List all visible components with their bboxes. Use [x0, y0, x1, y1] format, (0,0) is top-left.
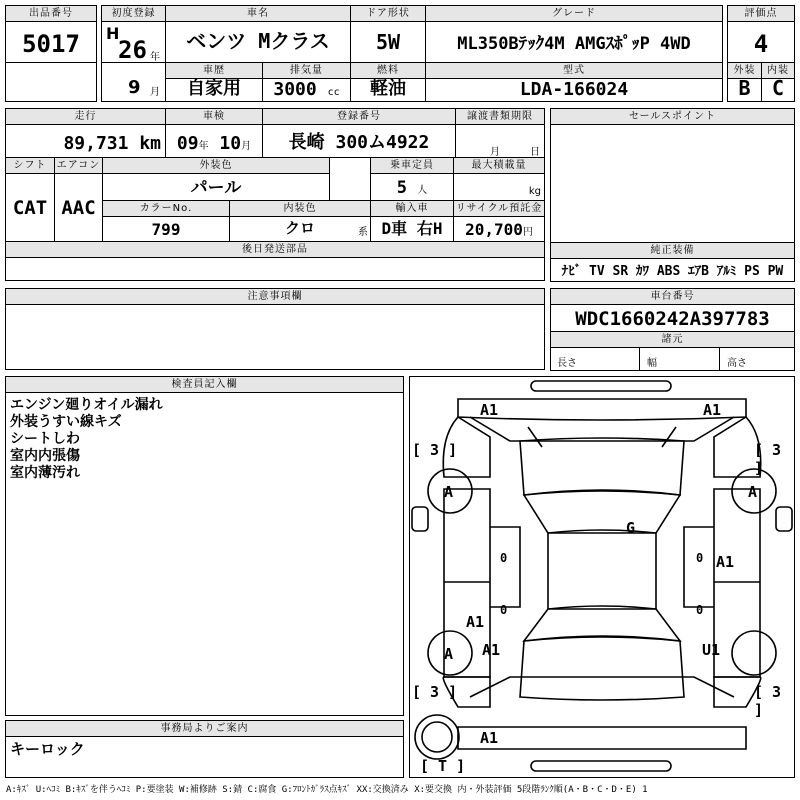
score: 4	[753, 30, 769, 58]
blank-cell	[5, 62, 97, 102]
mileage: 89,731	[63, 133, 129, 154]
capacity-unit: 人	[417, 185, 428, 196]
spec-divider	[639, 347, 640, 371]
shift: CAT	[12, 197, 48, 219]
mileage-cell	[5, 108, 166, 158]
max-load-label: 最大積載量	[454, 158, 544, 174]
transfer-month-unit: 月	[490, 147, 500, 158]
office-box	[5, 720, 404, 778]
max-load-cell	[453, 157, 545, 201]
inspection-cell	[165, 108, 263, 158]
car-name-cell	[165, 5, 351, 63]
era: H	[106, 24, 120, 43]
plate-label: 登録番号	[263, 109, 455, 125]
inspection-label: 車検	[166, 109, 262, 125]
door-cell	[350, 5, 426, 63]
damage-mark: A1	[480, 401, 499, 419]
grade-cell	[425, 5, 723, 63]
max-load-unit: kg	[528, 186, 541, 197]
lot-number: 5017	[22, 30, 80, 58]
mileage-label: 走行	[6, 109, 165, 125]
damage-mark: U1	[702, 641, 721, 659]
damage-mark: A1	[703, 401, 722, 419]
import-type: D車	[381, 219, 408, 238]
displacement-wrap	[263, 79, 350, 100]
year-unit: 年	[150, 52, 160, 63]
handle-side: 右H	[416, 219, 443, 238]
import-cell	[370, 200, 454, 242]
damage-mark: [ T ]	[420, 757, 466, 775]
mileage-wrap	[6, 133, 165, 154]
import-wrap	[371, 216, 453, 239]
fuel-cell	[350, 62, 426, 102]
displacement-unit: cc	[327, 87, 340, 98]
caution-label: 注意事項欄	[6, 289, 544, 305]
exterior-grade-cell	[727, 62, 762, 102]
exterior-grade: B	[738, 76, 751, 100]
int-color-cell	[229, 200, 371, 242]
equipment: ﾅﾋﾞ TV SR ｶﾜ ABS ｴｱB ｱﾙﾐ PS PW	[561, 264, 784, 279]
damage-mark: G	[626, 519, 636, 537]
damage-mark: [ 3 ]	[754, 683, 782, 719]
damage-mark: 0	[500, 603, 508, 617]
capacity-wrap	[371, 178, 453, 198]
fuel-label: 燃料	[351, 63, 425, 79]
ext-color: パール	[190, 178, 242, 198]
interior-grade: C	[771, 76, 785, 100]
car-name-label: 車名	[166, 6, 350, 22]
first-registration-cell	[101, 5, 166, 63]
color-no-cell	[102, 200, 230, 242]
specs-label: 諸元	[551, 332, 794, 348]
ext-color-cell	[102, 157, 330, 201]
inspection-wrap	[166, 133, 262, 154]
interior-grade-label: 内装	[762, 63, 794, 79]
damage-mark: 0	[696, 603, 704, 617]
transfer-day-unit: 日	[530, 147, 540, 158]
recycle-label: リサイクル預託金	[454, 201, 544, 217]
later-parts-label: 後日発送部品	[6, 242, 544, 258]
aircon-cell	[54, 157, 103, 242]
grade-label: グレード	[426, 6, 722, 22]
spec-length-label: 長さ	[557, 358, 577, 369]
legend: A:ｷｽﾞ U:ﾍｺﾐ B:ｷｽﾞを伴うﾍｺﾐ P:要塗装 W:補修跡 S:錆 C:腐食 G:ﾌﾛﾝﾄｶﾞﾗｽ点ｷｽﾞ XX:交換済み X:要交換 内・外装評価 5段階ﾗﾝｸ順(A・B・C・D・E) 1	[6, 785, 648, 795]
damage-mark: A	[748, 483, 758, 501]
later-parts-box	[5, 241, 545, 281]
inspector-note: 室内薄汚れ	[10, 465, 80, 481]
car-outline	[410, 377, 794, 777]
score-label: 評価点	[728, 6, 794, 22]
equipment-label: 純正装備	[551, 243, 794, 259]
interior-grade-cell	[761, 62, 795, 102]
model-code: LDA-166024	[519, 79, 629, 100]
damage-mark: A1	[480, 729, 499, 747]
equipment-box	[550, 242, 795, 282]
first-reg-month-cell	[101, 62, 166, 102]
capacity: 5	[396, 178, 407, 198]
chassis-number: WDC1660242A397783	[575, 308, 770, 330]
shift-cell	[5, 157, 55, 242]
inspector-box	[5, 376, 404, 716]
score-cell	[727, 5, 795, 63]
history: 自家用	[187, 78, 241, 99]
fuel: 軽油	[370, 78, 406, 99]
damage-mark: A	[444, 645, 454, 663]
recycle-wrap	[454, 220, 544, 239]
damage-mark: [ 3 ]	[412, 441, 458, 459]
sales-point-box	[550, 108, 795, 243]
damage-mark: [ 3 ]	[754, 441, 782, 477]
recycle-cell	[453, 200, 545, 242]
door-type: 5W	[375, 30, 401, 54]
plate-cell	[262, 108, 456, 158]
recycle-unit: 円	[522, 227, 533, 238]
first-reg-year: 26	[118, 36, 147, 64]
chassis-cell	[550, 288, 795, 332]
grade: ML350Bﾃｯｸ4M AMGｽﾎﾟｯP 4WD	[457, 34, 691, 54]
damage-mark: 0	[696, 551, 704, 565]
int-color: クロ	[284, 219, 315, 237]
history-label: 車歴	[166, 63, 262, 79]
month-unit: 月	[150, 87, 160, 98]
displacement-label: 排気量	[263, 63, 350, 79]
inspector-note: エンジン廻りオイル漏れ	[10, 397, 163, 413]
car-name: ベンツ Mクラス	[186, 29, 330, 53]
damage-mark: 0	[500, 551, 508, 565]
aircon-label: エアコン	[55, 158, 102, 174]
caution-box	[5, 288, 545, 370]
car-diagram	[409, 376, 795, 778]
spec-width-label: 幅	[647, 358, 657, 369]
lot-number-label: 出品番号	[6, 6, 96, 22]
int-color-label: 内装色	[230, 201, 370, 217]
import-label: 輸入車	[371, 201, 453, 217]
plate-number: 長崎 300ム4922	[288, 132, 430, 153]
ext-color-extra	[329, 157, 371, 201]
color-no-label: カラーNo.	[103, 201, 229, 217]
inspector-label: 検査員記入欄	[6, 377, 403, 393]
inspection-month: 10	[219, 133, 242, 154]
exterior-grade-label: 外装	[728, 63, 761, 79]
shift-label: シフト	[6, 158, 54, 174]
spec-height-label: 高さ	[727, 358, 747, 369]
damage-mark: A	[444, 483, 454, 501]
model-label: 型式	[426, 63, 722, 79]
sales-point-label: セールスポイント	[551, 109, 794, 125]
inspection-year: 09	[176, 133, 199, 154]
capacity-label: 乗車定員	[371, 158, 453, 174]
door-label: ドア形状	[351, 6, 425, 22]
aircon: AAC	[61, 197, 96, 219]
lot-number-cell	[5, 5, 97, 63]
ext-color-label: 外装色	[103, 158, 329, 174]
mileage-unit: km	[139, 133, 161, 154]
inspector-note: シートしわ	[10, 431, 80, 447]
inspector-note: 外装うすい線キズ	[10, 414, 122, 430]
inspection-month-unit: 月	[241, 141, 252, 152]
chassis-label: 車台番号	[551, 289, 794, 305]
first-registration-label: 初度登録	[102, 6, 165, 22]
color-no: 799	[151, 220, 181, 239]
office-label: 事務局よりご案内	[6, 721, 403, 737]
transfer-cell	[455, 108, 545, 158]
transfer-label: 譲渡書類期限	[456, 109, 544, 125]
spec-divider	[719, 347, 720, 371]
damage-mark: A1	[716, 553, 735, 571]
model-cell	[425, 62, 723, 102]
inspector-note: 室内内張傷	[10, 448, 80, 464]
displacement-cell	[262, 62, 351, 102]
inspection-year-unit: 年	[198, 141, 209, 152]
damage-mark: A1	[482, 641, 501, 659]
first-reg-month: 9	[128, 77, 141, 98]
office-note: キーロック	[10, 740, 85, 758]
displacement: 3000	[273, 79, 317, 100]
int-color-suffix: 系	[358, 227, 368, 238]
capacity-cell	[370, 157, 454, 201]
specs-cell	[550, 331, 795, 371]
recycle-fee: 20,700	[465, 220, 523, 239]
damage-mark: [ 3 ]	[412, 683, 458, 701]
damage-mark: A1	[466, 613, 485, 631]
history-cell	[165, 62, 263, 102]
